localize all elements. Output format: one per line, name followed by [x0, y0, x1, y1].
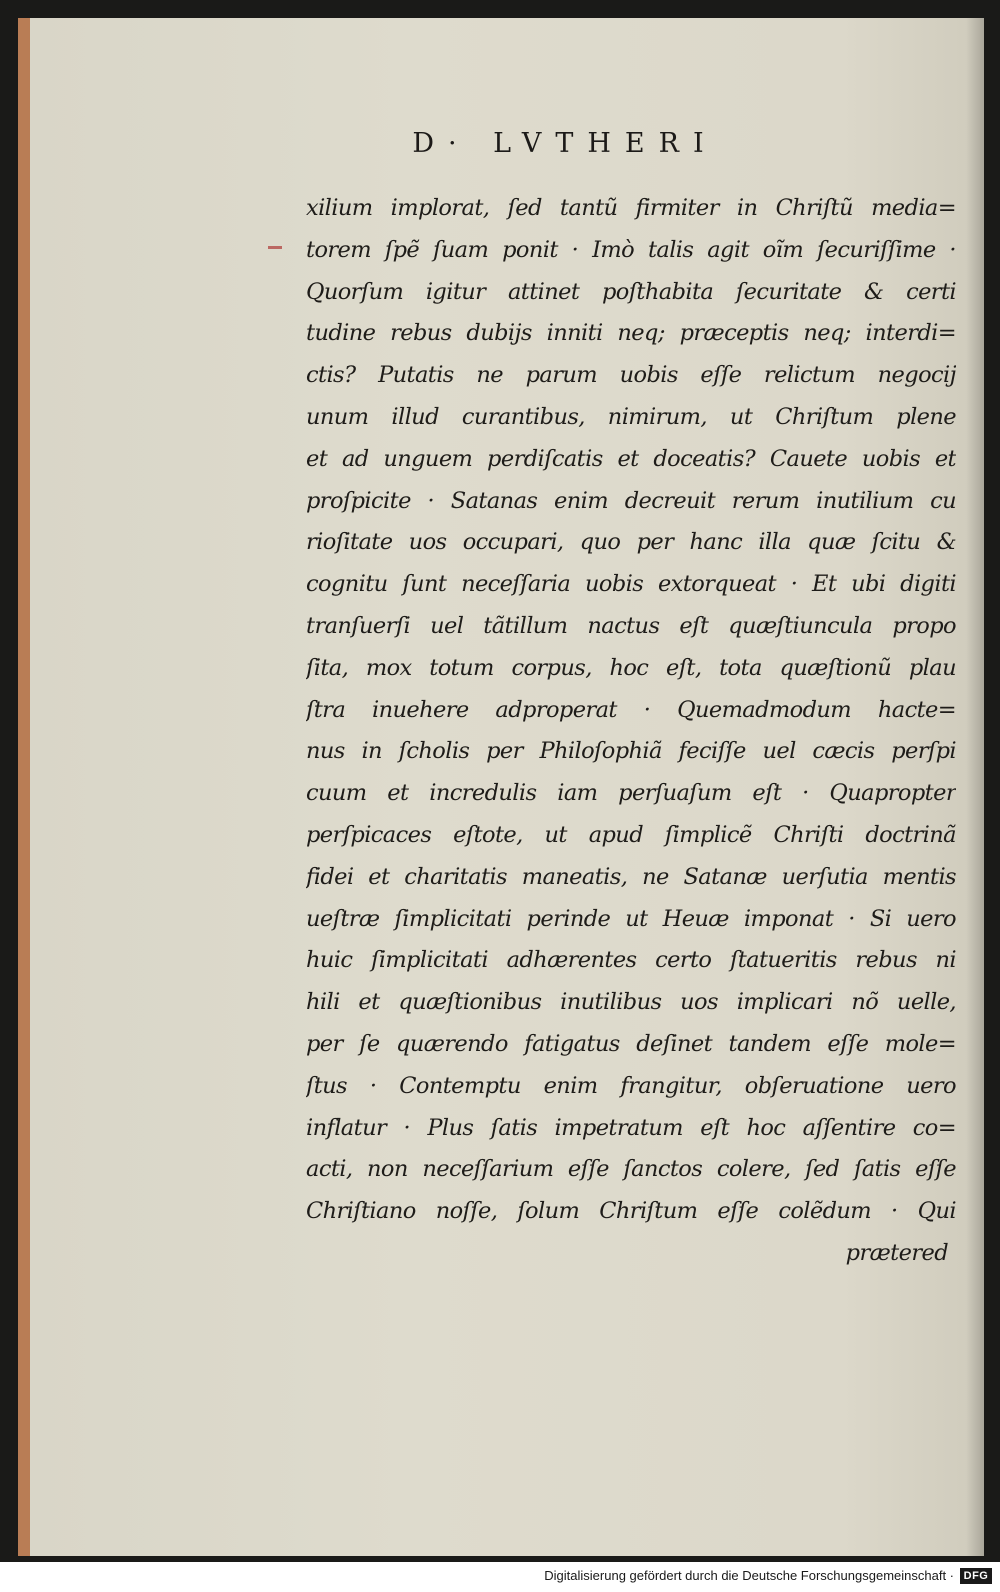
text-line: ſita, mox totum corpus, hoc eſt, tota quæſtionũ plau [306, 654, 956, 681]
text-line: inflatur · Plus ſatis impetratum eſt hoc aſſentire co= [306, 1114, 956, 1141]
text-line: et ad unguem perdiſcatis et doceatis? Cauete uobis et [306, 445, 956, 472]
credit-bar [0, 1562, 1000, 1592]
text-line: hili et quæſtionibus inutilibus uos implicari nõ uelle, [306, 989, 956, 1016]
text-line: torem ſpẽ ſuam ponit · Imò talis agit oĩm ſecuriſſime · [306, 236, 956, 263]
page-edge-shadow [966, 18, 984, 1556]
text-line: per ſe quærendo fatigatus deſinet tandem eſſe mole= [306, 1030, 956, 1057]
text-line: huic ſimplicitati adhærentes certo ſtatueritis rebus ni [306, 947, 956, 974]
text-line: Chriſtiano noſſe, ſolum Chriſtum eſſe colẽdum · Qui [306, 1198, 956, 1225]
text-line: cuum et incredulis iam perſuaſum eſt · Quapropter [306, 780, 956, 807]
text-line: xilium implorat, ſed tantũ firmiter in Chriſtũ media= [306, 195, 956, 221]
text-line: ſtus · Contemptu enim frangitur, obſeruatione uero [306, 1072, 956, 1099]
text-line: acti, non neceſſarium eſſe ſanctos colere, ſed ſatis eſſe [306, 1156, 956, 1183]
margin-mark [268, 246, 282, 249]
digitization-credit: Digitalisierung gefördert durch die Deutsche Forschungsgemeinschaft · [544, 1568, 954, 1583]
text-line: perſpicaces eſtote, ut apud ſimplicẽ Chriſti doctrinã [306, 821, 956, 848]
text-line: proſpicite · Satanas enim decreuit rerum inutilium cu [306, 487, 956, 514]
text-line: ueſtræ ſimplicitati perinde ut Heuæ imponat · Si uero [306, 905, 956, 932]
dfg-logo: DFG [960, 1568, 992, 1584]
text-line: nus in ſcholis per Philoſophiã feciſſe uel cæcis perſpi [306, 738, 956, 765]
text-line: tudine rebus dubijs inniti neq; præceptis neq; interdi= [306, 320, 956, 347]
catchword: prætered [845, 1239, 948, 1266]
text-line: Quorſum igitur attinet poſthabita ſecuritate & certi [306, 278, 956, 305]
text-line: ſtra inuehere adproperat · Quemadmodum hacte= [306, 696, 956, 723]
text-line: rioſitate uos occupari, quo per hanc illa quæ ſcitu & [306, 529, 956, 556]
text-line: fidei et charitatis maneatis, ne Satanæ uerſutia mentis [306, 863, 956, 890]
text-line: tranſuerſi uel tãtillum nactus eſt quæſtiuncula propo [306, 612, 956, 639]
text-line: unum illud curantibus, nimirum, ut Chriſtum plene [306, 403, 956, 430]
text-line: cognitu ſunt neceſſaria uobis extorqueat · Et ubi digiti [306, 571, 956, 598]
body-text [306, 188, 956, 1275]
running-head: D· LVTHERI [412, 128, 718, 159]
text-line: ctis? Putatis ne parum uobis eſſe relictum negocij [306, 362, 956, 389]
